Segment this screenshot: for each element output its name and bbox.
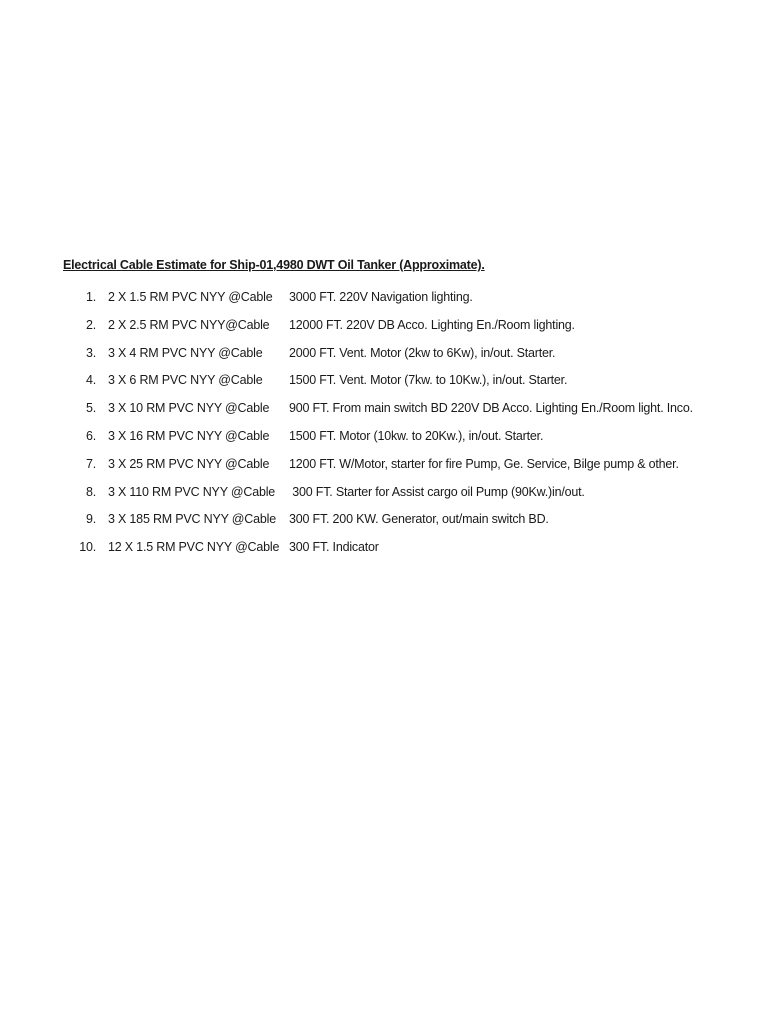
item-cable: 3 X 10 RM PVC NYY @Cable xyxy=(108,401,270,416)
document-title: Electrical Cable Estimate for Ship-01,4980 DWT Oil Tanker (Approximate). xyxy=(63,258,485,272)
item-cable: 3 X 185 RM PVC NYY @Cable xyxy=(108,512,276,527)
list-item xyxy=(0,455,768,483)
item-number: 4. xyxy=(85,373,96,388)
item-spec: 1200 FT. W/Motor, starter for fire Pump, Ge. Service, Bilge pump & other. xyxy=(289,456,679,471)
item-cable: 3 X 110 RM PVC NYY @Cable xyxy=(108,484,276,499)
item-cable: 3 X 6 RM PVC NYY @Cable xyxy=(108,373,263,388)
list-item xyxy=(0,510,768,538)
item-number: 7. xyxy=(85,456,96,471)
list-item xyxy=(0,288,768,316)
list-item xyxy=(0,427,768,455)
list-item xyxy=(0,538,768,566)
cable-list xyxy=(0,288,768,566)
item-cable: 2 X 2.5 RM PVC NYY@Cable xyxy=(108,317,270,332)
list-item xyxy=(0,483,768,511)
item-spec: 1500 FT. Motor (10kw. to 20Kw.), in/out. Starter. xyxy=(289,428,544,443)
item-spec: 300 FT. Starter for Assist cargo oil Pump (90Kw.)in/out. xyxy=(289,484,585,499)
item-spec: 300 FT. Indicator xyxy=(289,540,379,555)
item-number: 9. xyxy=(85,512,96,527)
item-spec: 12000 FT. 220V DB Acco. Lighting En./Room lighting. xyxy=(289,317,575,332)
item-cable: 3 X 4 RM PVC NYY @Cable xyxy=(108,345,263,360)
item-number: 6. xyxy=(85,428,96,443)
list-item xyxy=(0,399,768,427)
item-cable: 12 X 1.5 RM PVC NYY @Cable xyxy=(108,540,280,555)
item-spec: 3000 FT. 220V Navigation lighting. xyxy=(289,290,473,304)
item-cable: 3 X 25 RM PVC NYY @Cable xyxy=(108,456,270,471)
list-item xyxy=(0,316,768,344)
item-number: 8. xyxy=(85,484,96,499)
item-number: 1. xyxy=(85,290,96,304)
item-spec: 900 FT. From main switch BD 220V DB Acco. Lighting En./Room light. Inco. xyxy=(289,401,693,416)
item-number: 3. xyxy=(85,345,96,360)
list-item xyxy=(0,344,768,372)
item-spec: 1500 FT. Vent. Motor (7kw. to 10Kw.), in/out. Starter. xyxy=(289,373,568,388)
item-spec: 300 FT. 200 KW. Generator, out/main switch BD. xyxy=(289,512,549,527)
item-number: 2. xyxy=(85,317,96,332)
item-cable: 3 X 16 RM PVC NYY @Cable xyxy=(108,428,270,443)
item-spec: 2000 FT. Vent. Motor (2kw to 6Kw), in/out. Starter. xyxy=(289,345,556,360)
list-item xyxy=(0,371,768,399)
item-number: 10. xyxy=(79,540,96,555)
item-cable: 2 X 1.5 RM PVC NYY @Cable xyxy=(108,290,273,304)
item-number: 5. xyxy=(85,401,96,416)
